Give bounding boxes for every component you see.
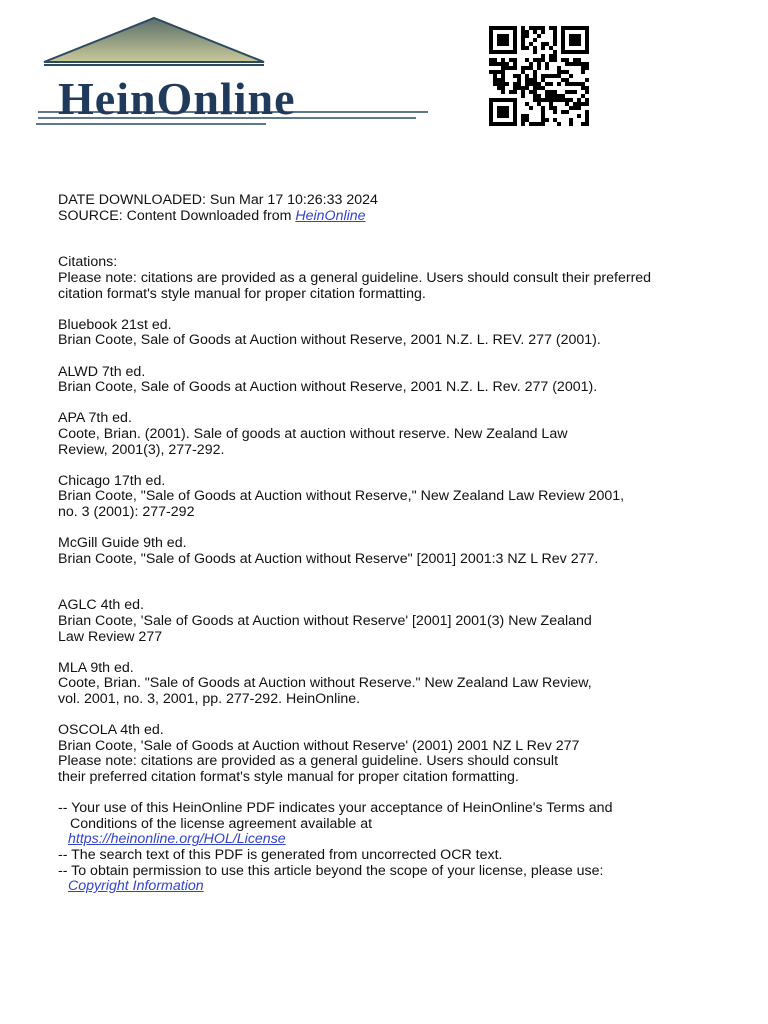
citation-text: Please note: citations are provided as a general guideline. Users should consult	[58, 753, 559, 770]
citation-entry-mcgill	[58, 536, 738, 567]
logo-wordmark: HeinOnline	[58, 73, 296, 124]
citation-entry-alwd	[58, 365, 738, 396]
citation-entry-chicago	[58, 474, 738, 521]
ocr-note: -- The search text of this PDF is generated from uncorrected OCR text.	[58, 846, 503, 863]
source-line	[58, 209, 738, 225]
citation-style: ALWD 7th ed.	[58, 363, 146, 380]
citation-text: Law Review 277	[58, 628, 163, 645]
citation-text: Brian Coote, 'Sale of Goods at Auction without Reserve' [2001] 2001(3) New Zealand	[58, 613, 592, 630]
citations-note-line: citation format's style manual for proper citation formatting.	[58, 285, 426, 302]
citation-text: no. 3 (2001): 277-292	[58, 503, 195, 520]
cover-page-content	[58, 193, 738, 895]
citation-style: AGLC 4th ed.	[58, 597, 144, 614]
qr-code-icon	[486, 26, 592, 126]
copyright-information-link[interactable]: Copyright Information	[68, 878, 204, 895]
permission-note: -- To obtain permission to use this article beyond the scope of your license, please use:	[58, 862, 604, 879]
citation-entry-mla	[58, 661, 738, 708]
citation-text: their preferred citation format's style manual for proper citation formatting.	[58, 768, 519, 785]
citation-style: Bluebook 21st ed.	[58, 316, 172, 333]
citation-entry-bluebook	[58, 318, 738, 349]
source-prefix: SOURCE: Content Downloaded from	[58, 207, 292, 224]
citations-heading: Citations:	[58, 254, 118, 271]
heinonline-link[interactable]: HeinOnline	[295, 207, 366, 224]
citation-entry-aglc	[58, 598, 738, 645]
terms-section	[58, 801, 738, 895]
citation-entry-apa	[58, 411, 738, 458]
citation-style: McGill Guide 9th ed.	[58, 535, 187, 552]
terms-line: Conditions of the license agreement available at	[70, 815, 373, 832]
citation-style: Chicago 17th ed.	[58, 472, 166, 489]
citation-style: APA 7th ed.	[58, 410, 132, 427]
citation-text: Brian Coote, Sale of Goods at Auction without Reserve, 2001 N.Z. L. REV. 277 (2001).	[58, 332, 601, 349]
citation-text: Coote, Brian. "Sale of Goods at Auction without Reserve." New Zealand Law Review,	[58, 675, 592, 692]
date-downloaded: DATE DOWNLOADED: Sun Mar 17 10:26:33 2024	[58, 192, 378, 208]
heinonline-logo	[36, 14, 428, 132]
citation-text: vol. 2001, no. 3, 2001, pp. 277-292. HeinOnline.	[58, 691, 361, 707]
citation-text: Brian Coote, 'Sale of Goods at Auction without Reserve' (2001) 2001 NZ L Rev 277	[58, 737, 580, 754]
citation-text: Review, 2001(3), 277-292.	[58, 441, 225, 458]
citation-text: Coote, Brian. (2001). Sale of goods at auction without reserve. New Zealand Law	[58, 425, 568, 442]
citation-style: MLA 9th ed.	[58, 659, 134, 676]
citation-text: Brian Coote, "Sale of Goods at Auction without Reserve," New Zealand Law Review 2001,	[58, 488, 625, 505]
citation-text: Brian Coote, "Sale of Goods at Auction without Reserve" [2001] 2001:3 NZ L Rev 277.	[58, 550, 599, 567]
terms-line: -- Your use of this HeinOnline PDF indicates your acceptance of HeinOnline's Terms and	[58, 800, 613, 817]
citation-style: OSCOLA 4th ed.	[58, 722, 164, 739]
citations-note-line: Please note: citations are provided as a general guideline. Users should consult their preferred	[58, 269, 652, 286]
citation-text: Brian Coote, Sale of Goods at Auction without Reserve, 2001 N.Z. L. Rev. 277 (2001).	[58, 379, 598, 396]
citation-entry-oscola	[58, 723, 738, 785]
license-link[interactable]: https://heinonline.org/HOL/License	[68, 831, 286, 848]
